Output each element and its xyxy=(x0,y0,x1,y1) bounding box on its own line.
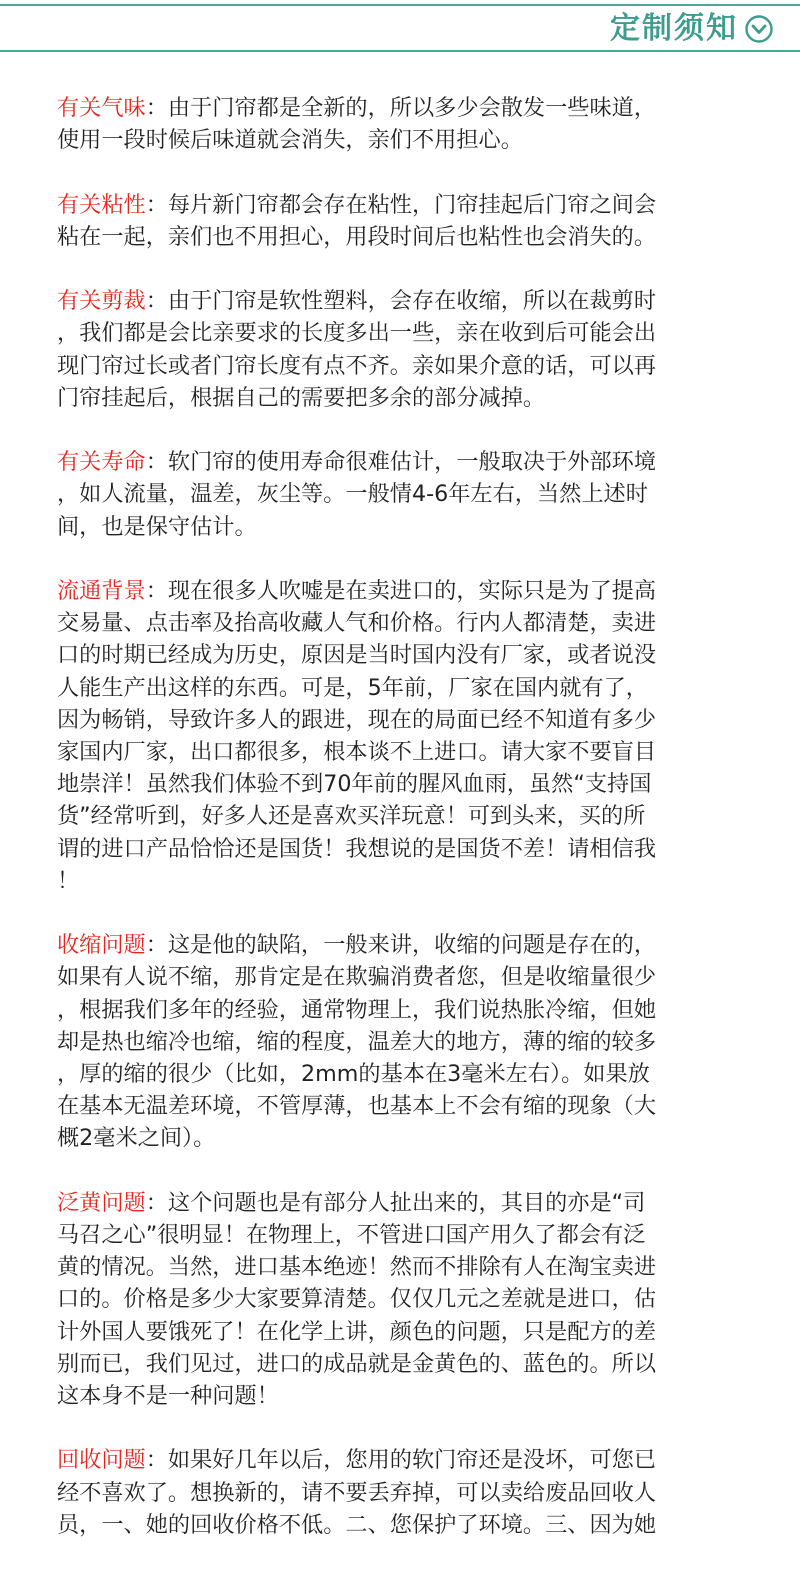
paragraph-line: 家国内厂家，出口都很多，根本谈不上进口。请大家不要盲目 xyxy=(57,739,657,765)
header-divider xyxy=(0,50,800,52)
section-label: 流通背景 xyxy=(57,577,146,604)
paragraph-line: ，厚的缩的很少（比如，2mm的基本在3毫米左右）。如果放 xyxy=(57,1061,650,1088)
header-title: 定制须知 xyxy=(610,11,738,46)
line-text: ：这是他的缺陷，一般来讲，收缩的问题是存在的， xyxy=(145,932,657,959)
section-stickiness xyxy=(57,189,757,253)
paragraph-line: 如果有人说不缩，那肯定是在欺骗消费者您，但是收缩量很少 xyxy=(57,964,657,991)
paragraph-line: 却是热也缩冷也缩，缩的程度，温差大的地方，薄的缩的较多 xyxy=(57,1028,657,1055)
paragraph-line: 别而已，我们见过，进口的成品就是金黄色的、蓝色的。所以 xyxy=(57,1350,657,1377)
line-text: ：这个问题也是有部分人扯出来的，其目的亦是“司 xyxy=(145,1189,646,1216)
section-label: 有关寿命 xyxy=(57,449,146,476)
paragraph-line: 经不喜欢了。想换新的，请不要丢弃掉，可以卖给废品回收人 xyxy=(57,1479,657,1506)
notice-content xyxy=(57,92,757,1573)
paragraph-line: 门帘挂起后，根据自己的需要把多余的部分减掉。 xyxy=(57,384,546,411)
section-label: 有关粘性 xyxy=(57,191,146,218)
paragraph-line: 间，也是保守估计。 xyxy=(57,513,257,540)
line-text: ：现在很多人吹嘘是在卖进口的，实际只是为了提高 xyxy=(145,577,657,604)
line-text: ：如果好几年以后，您用的软门帘还是没坏，可您已 xyxy=(145,1447,657,1474)
paragraph-line xyxy=(57,929,757,961)
paragraph-line: 口的时期已经成为历史，原因是当时国内没有厂家，或者说没 xyxy=(57,642,657,669)
section-cutting xyxy=(57,285,757,414)
paragraph-line: 员，一、她的回收价格不低。二、您保护了环境。三、因为她 xyxy=(57,1511,657,1538)
paragraph-line xyxy=(57,446,757,478)
paragraph-line: 现门帘过长或者门帘长度有点不齐。亲如果介意的话，可以再 xyxy=(57,352,657,379)
section-label: 有关剪裁 xyxy=(57,288,146,315)
paragraph-line: 黄的情况。当然，进口基本绝迹！然而不排除有人在淘宝卖进 xyxy=(57,1254,657,1281)
paragraph-line: 谓的进口产品恰恰还是国货！我想说的是国货不差！请相信我 xyxy=(57,835,657,862)
paragraph-line xyxy=(57,575,757,607)
paragraph-line: 马召之心”很明显！在物理上，不管进口国产用久了都会有泛 xyxy=(57,1222,646,1249)
paragraph-line: 计外国人要饿死了！在化学上讲，颜色的问题，只是配方的差 xyxy=(57,1318,657,1345)
paragraph-line: ，我们都是会比亲要求的长度多出一些，亲在收到后可能会出 xyxy=(57,320,657,347)
paragraph-line: ，根据我们多年的经验，通常物理上，我们说热胀冷缩，但她 xyxy=(57,996,657,1023)
paragraph-line xyxy=(57,1444,757,1476)
chevron-down-circle-icon xyxy=(744,14,774,44)
paragraph-line: 货”经常听到，好多人还是喜欢买洋玩意！可到头来，买的所 xyxy=(57,803,646,830)
top-accent-line xyxy=(0,4,800,6)
paragraph-line: 地崇洋！虽然我们体验不到70年前的腥风血雨，虽然“支持国 xyxy=(57,771,652,798)
section-shrinkage xyxy=(57,929,757,1154)
paragraph-line: 口的。价格是多少大家要算清楚。仅仅几元之差就是进口，估 xyxy=(57,1286,657,1313)
paragraph-line: 粘在一起，亲们也不用担心，用段时间后也粘性也会消失的。 xyxy=(57,223,657,250)
section-yellowing xyxy=(57,1187,757,1412)
section-label: 回收问题 xyxy=(57,1447,146,1474)
section-label: 泛黄问题 xyxy=(57,1189,146,1216)
section-recycling xyxy=(57,1444,757,1541)
line-text: ：软门帘的使用寿命很难估计，一般取决于外部环境 xyxy=(145,449,657,476)
paragraph-line: 在基本无温差环境，不管厚薄，也基本上不会有缩的现象（大 xyxy=(57,1093,657,1120)
paragraph-line: ！ xyxy=(57,867,80,894)
section-label: 有关气味 xyxy=(57,95,146,121)
paragraph-line: 这本身不是一种问题！ xyxy=(57,1383,279,1410)
line-text: ：由于门帘都是全新的，所以多少会散发一些味道， xyxy=(145,95,657,121)
paragraph-line: 交易量、点击率及抬高收藏人气和价格。行内人都清楚，卖进 xyxy=(57,610,657,637)
paragraph-line: ，如人流量，温差，灰尘等。一般情4-6年左右，当然上述时 xyxy=(57,481,648,508)
section-header xyxy=(610,10,774,48)
paragraph-line: 因为畅销，导致许多人的跟进，现在的局面已经不知道有多少 xyxy=(57,706,657,733)
section-label: 收缩问题 xyxy=(57,932,146,959)
paragraph-line: 使用一段时候后味道就会消失，亲们不用担心。 xyxy=(57,127,523,154)
section-lifespan xyxy=(57,446,757,543)
line-text: ：每片新门帘都会存在粘性，门帘挂起后门帘之间会 xyxy=(145,191,657,218)
section-smell xyxy=(57,92,757,156)
paragraph-line: 概2毫米之间）。 xyxy=(57,1125,216,1152)
section-market-background xyxy=(57,575,757,897)
paragraph-line xyxy=(57,92,757,124)
paragraph-line xyxy=(57,1187,757,1219)
line-text: ：由于门帘是软性塑料，会存在收缩，所以在裁剪时 xyxy=(145,288,657,315)
paragraph-line: 人能生产出这样的东西。可是，5年前，厂家在国内就有了， xyxy=(57,674,648,701)
paragraph-line xyxy=(57,189,757,221)
paragraph-line xyxy=(57,285,757,317)
